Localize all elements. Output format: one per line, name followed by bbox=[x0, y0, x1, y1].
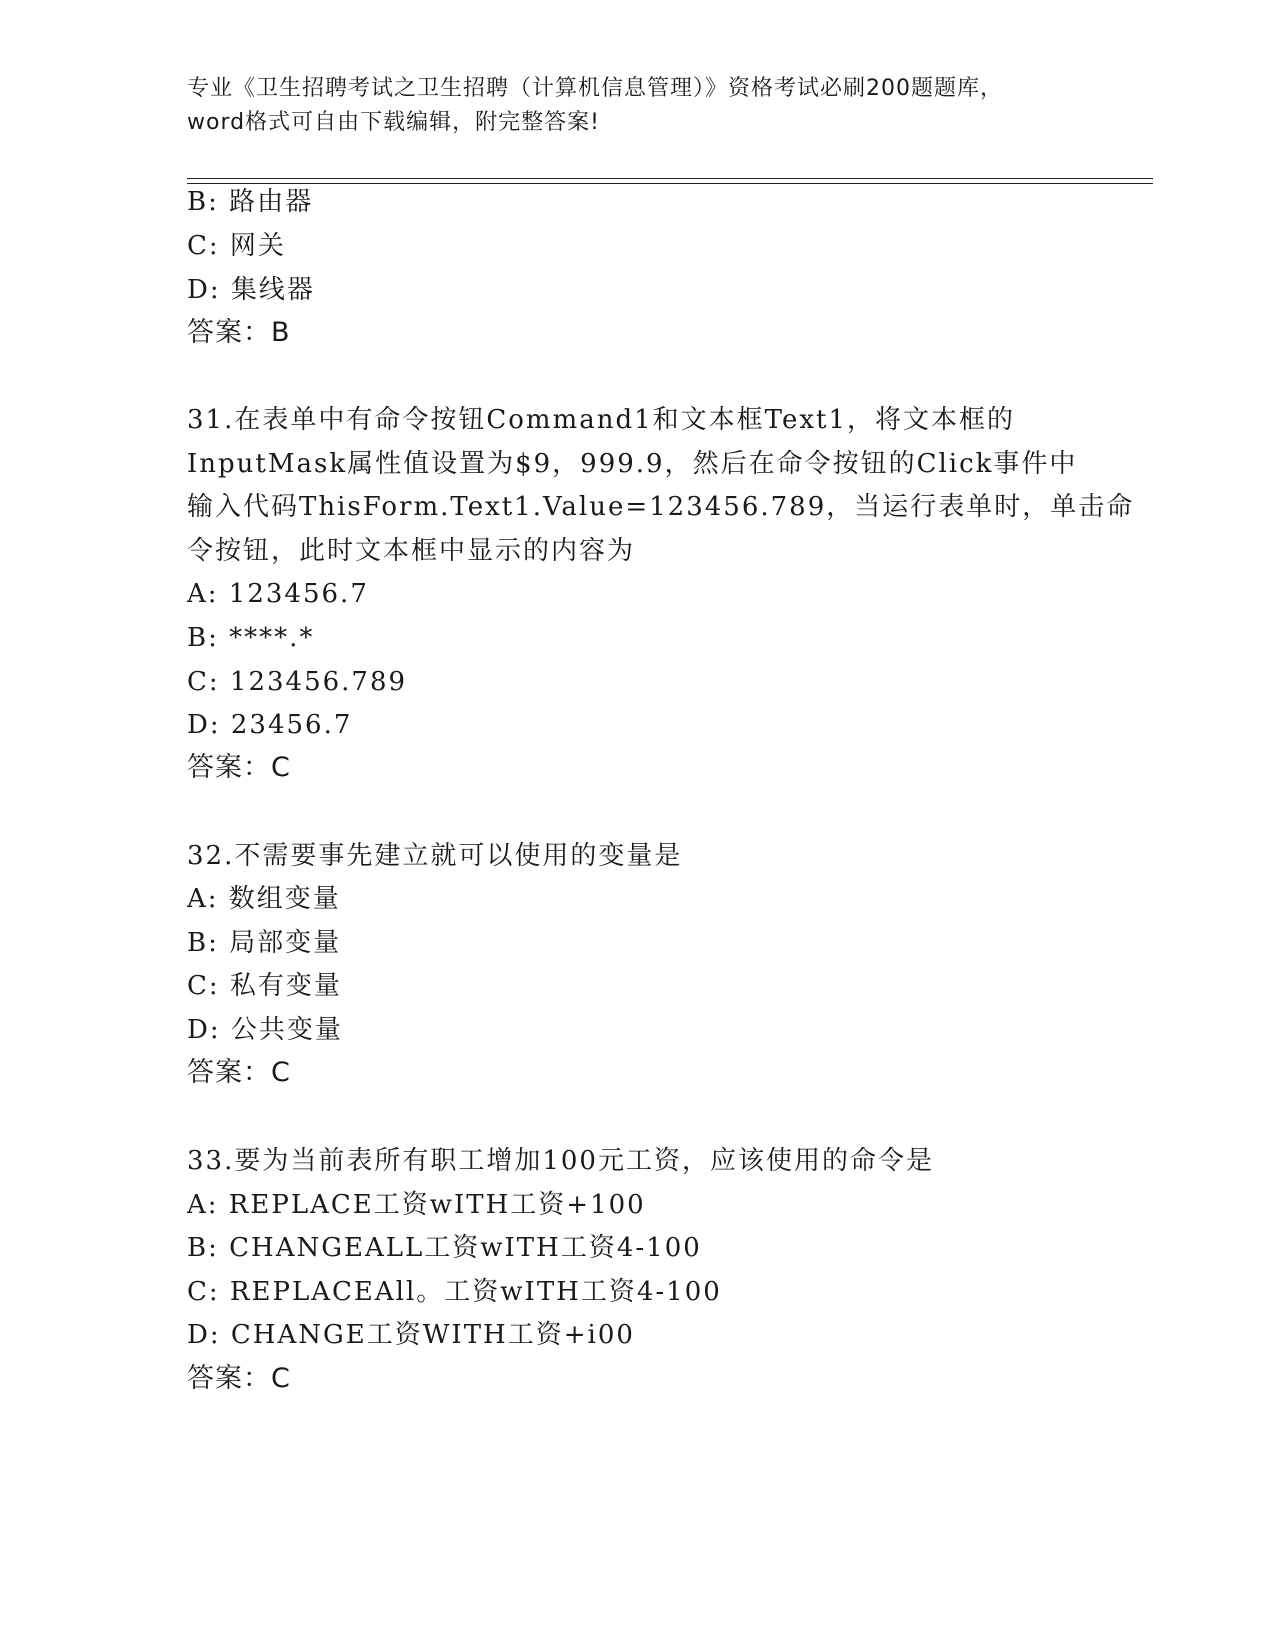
option-c: C: 123456.789 bbox=[187, 667, 408, 697]
question-stem-line: 令按钮，此时文本框中显示的内容为 bbox=[187, 536, 636, 566]
option-b: B: CHANGEALL工资wITH工资4-100 bbox=[187, 1233, 702, 1263]
answer-line: 答案：C bbox=[187, 752, 291, 783]
option-a: A: 123456.7 bbox=[187, 579, 369, 609]
option-d: D: CHANGE工资WITH工资+i00 bbox=[187, 1320, 635, 1350]
question-stem-line: 31.在表单中有命令按钮Command1和文本框Text1，将文本框的 bbox=[187, 405, 1015, 435]
option-d: D: 集线器 bbox=[187, 275, 315, 305]
answer-line: 答案：B bbox=[187, 317, 291, 348]
option-d: D: 公共变量 bbox=[187, 1015, 343, 1045]
option-d: D: 23456.7 bbox=[187, 710, 353, 740]
header-divider-top bbox=[187, 178, 1153, 179]
header-divider-bottom bbox=[187, 183, 1153, 184]
answer-line: 答案：C bbox=[187, 1363, 291, 1394]
header-line-2: word格式可自由下载编辑，附完整答案! bbox=[187, 110, 600, 135]
option-a: A: REPLACE工资wITH工资+100 bbox=[187, 1190, 646, 1220]
header-line-1: 专业《卫生招聘考试之卫生招聘（计算机信息管理）》资格考试必刷200题题库， bbox=[187, 76, 1003, 101]
option-b: B: 局部变量 bbox=[187, 928, 342, 958]
question-stem-line: 33.要为当前表所有职工增加100元工资，应该使用的命令是 bbox=[187, 1146, 934, 1176]
answer-line: 答案：C bbox=[187, 1057, 291, 1088]
option-c: C: 私有变量 bbox=[187, 971, 342, 1001]
question-stem-line: 32.不需要事先建立就可以使用的变量是 bbox=[187, 841, 683, 871]
option-b: B: 路由器 bbox=[187, 187, 314, 217]
option-c: C: 网关 bbox=[187, 231, 286, 261]
option-a: A: 数组变量 bbox=[187, 884, 341, 914]
question-stem-line: InputMask属性值设置为$9，999.9，然后在命令按钮的Click事件中 bbox=[187, 449, 1078, 479]
document-header bbox=[187, 72, 1087, 140]
option-c: C: REPLACEAll。工资wITH工资4-100 bbox=[187, 1277, 722, 1307]
option-b: B: ****.* bbox=[187, 623, 315, 653]
question-stem-line: 输入代码ThisForm.Text1.Value=123456.789，当运行表单时，单击命 bbox=[187, 492, 1135, 522]
